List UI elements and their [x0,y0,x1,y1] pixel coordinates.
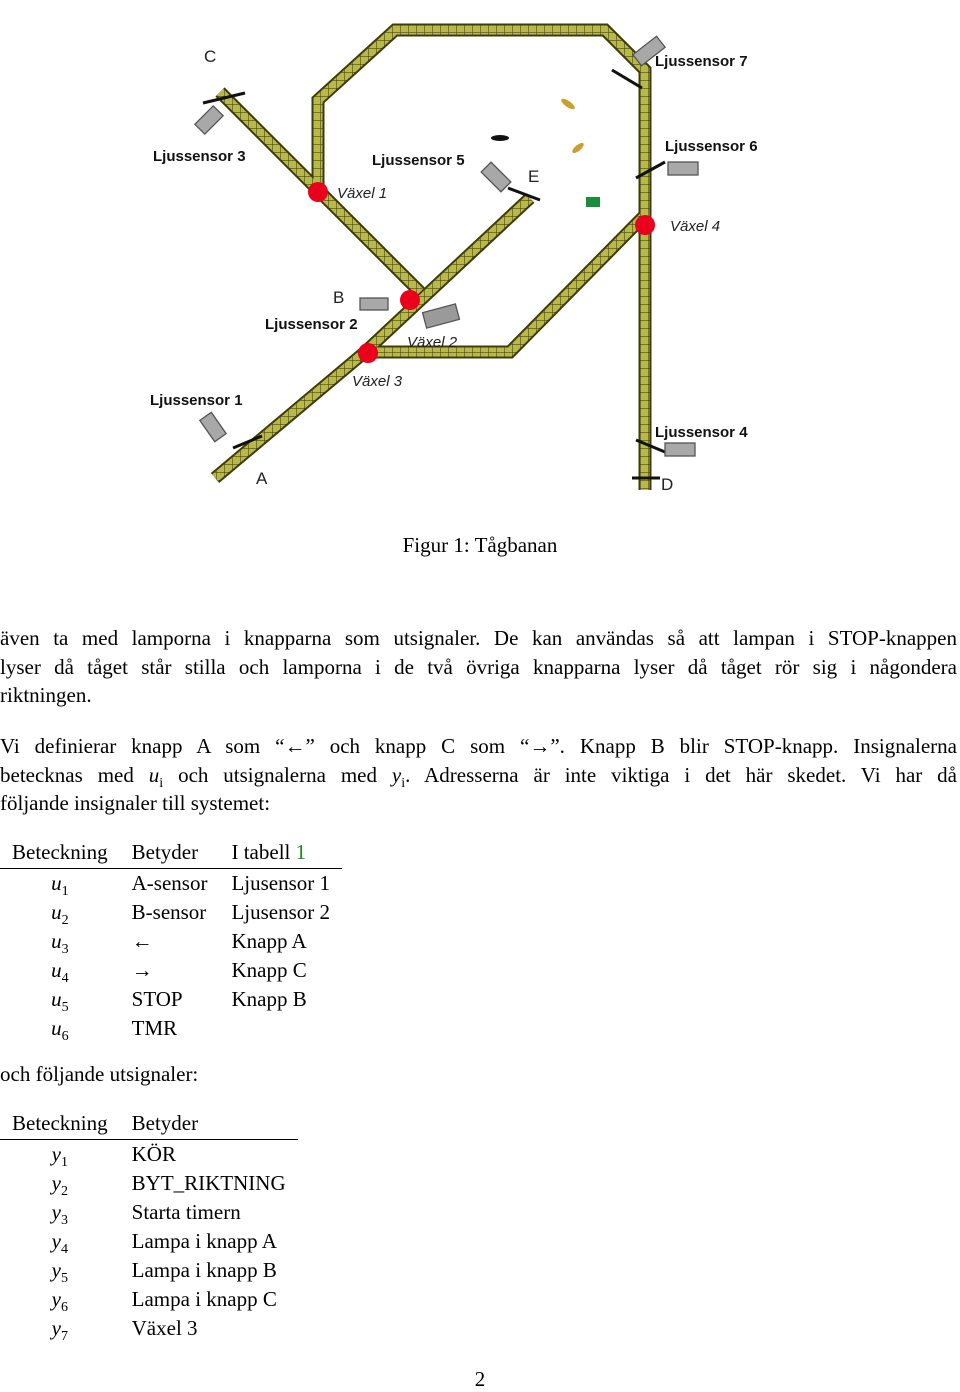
header-betyder: Betyder [120,838,220,869]
cell-tabell: Knapp A [231,929,307,953]
sensor-3-device [195,106,223,134]
cell-meaning: STOP [131,987,183,1011]
cell-meaning: B-sensor [131,900,207,924]
outputs-table [0,1109,298,1343]
signal-symbol: $u_1$ [51,871,69,900]
label-sensor-4: Ljussensor 4 [655,424,748,441]
table-row [0,898,342,927]
signal-symbol: $u_3$ [51,929,69,958]
signal-symbol: $u_5$ [51,987,69,1016]
paragraph-definitions-line: Vi definierar knapp A som “←” och knapp C som “→”. Knapp B blir STOP-knapp. Insignalerna [0,734,957,758]
signal-symbol: $y_3$ [51,1200,68,1229]
header-beteckning: Beteckning [0,838,120,869]
cell-tabell: Knapp C [231,958,307,982]
table-row [0,1198,298,1227]
switch-4-marker [635,215,655,235]
cell-meaning: BYT_RIKTNING [131,1171,286,1195]
decoration-3 [491,135,509,141]
header-beteckning: Beteckning [0,1109,120,1140]
label-sensor-1: Ljussensor 1 [150,392,243,409]
table-row [0,1140,298,1170]
paragraph-intro-line: riktningen. [0,683,92,708]
cell-meaning: Växel 3 [131,1316,198,1340]
label-switch-3: Växel 3 [352,373,403,390]
paragraph-intro [0,624,957,710]
inputs-table-header [0,838,342,869]
track-network [215,30,645,490]
sensor-2-device [360,298,388,310]
sensor-5-device [481,162,511,192]
cell-meaning: A-sensor [131,871,208,895]
signal-symbol: $y_6$ [51,1287,68,1316]
decorations [491,97,600,207]
table-row [0,1256,298,1285]
switch-3-marker [358,343,378,363]
buffer-stop-7 [612,70,642,88]
cell-meaning: ← [131,929,153,953]
signal-symbol: $u_4$ [51,958,69,987]
cell-meaning: → [131,958,153,982]
outputs-intro: och följande utsignaler: [0,1062,199,1086]
cell-tabell: Ljusensor 1 [231,871,331,895]
cell-meaning: Lampa i knapp C [131,1287,277,1311]
sensor-6-device [668,162,698,175]
figure-caption: Figur 1: Tågbanan [402,533,558,557]
label-point-e: E [528,167,540,186]
switch-2-marker [400,290,420,310]
switch-2-motor [423,304,460,328]
paragraph-definitions [0,732,957,818]
outputs-table-header [0,1109,298,1140]
cell-tabell: Knapp B [231,987,307,1011]
table-row [0,1014,342,1043]
table-row [0,1169,298,1198]
label-point-b: B [333,288,345,307]
table-row [0,1285,298,1314]
label-sensor-7: Ljussensor 7 [655,53,748,70]
table-row [0,956,342,985]
signal-symbol: $y_5$ [51,1258,68,1287]
label-switch-2: Växel 2 [407,334,458,351]
table-row [0,1314,298,1343]
decoration-4 [586,197,600,207]
signal-symbol: $y_1$ [51,1142,68,1171]
label-switch-4: Växel 4 [670,218,721,235]
inputs-table [0,838,342,1043]
header-betyder: Betyder [120,1109,298,1140]
cell-meaning: Lampa i knapp A [131,1229,277,1253]
paragraph-definitions-line: följande insignaler till systemet: [0,791,271,816]
cell-meaning: Starta timern [131,1200,241,1224]
signal-symbol: $y_7$ [51,1316,68,1345]
label-switch-1: Växel 1 [337,185,388,202]
decoration-2 [571,141,586,155]
label-sensor-3: Ljussensor 3 [153,148,246,165]
cell-meaning: TMR [131,1016,178,1040]
label-sensor-5: Ljussensor 5 [372,152,465,169]
signal-symbol: $y_4$ [51,1229,68,1258]
switch-markers [308,182,655,363]
page-number: 2 [474,1367,486,1391]
decoration-1 [560,97,577,111]
cell-tabell [219,1014,342,1043]
table-row [0,869,342,899]
cell-tabell: Ljusensor 2 [231,900,331,924]
signal-symbol: $u_2$ [51,900,69,929]
signal-symbol: $u_6$ [51,1016,69,1045]
table-row [0,927,342,956]
sensor-1-device [200,412,226,441]
label-point-d: D [661,475,674,494]
label-sensor-2: Ljussensor 2 [265,316,358,333]
paragraph-definitions-line: betecknas med $u_i$ och utsignalerna med $y_i$. Adresserna är inte viktiga i det här skedet. Vi har då [0,762,957,791]
cell-meaning: KÖR [131,1142,176,1166]
signal-symbol: $y_2$ [51,1171,68,1200]
label-point-c: C [204,47,217,66]
switch-1-marker [308,182,328,202]
table-row [0,985,342,1014]
table-reference-link[interactable]: 1 [295,839,307,864]
label-sensor-6: Ljussensor 6 [665,138,758,155]
table-row [0,1227,298,1256]
paragraph-intro-line: även ta med lamporna i knapparna som utsignaler. De kan användas så att lampan i STOP-knappen [0,626,957,650]
paragraph-intro-line: lyser då tåget står stilla och lamporna i de två övriga knapparna lyser då tåget rör sig i någondera [0,654,957,679]
track-layout-figure [0,0,960,520]
sensor-4-device [665,443,695,456]
label-point-a: A [256,469,268,488]
cell-meaning: Lampa i knapp B [131,1258,277,1282]
header-i-tabell: I tabell 1 [219,838,342,869]
